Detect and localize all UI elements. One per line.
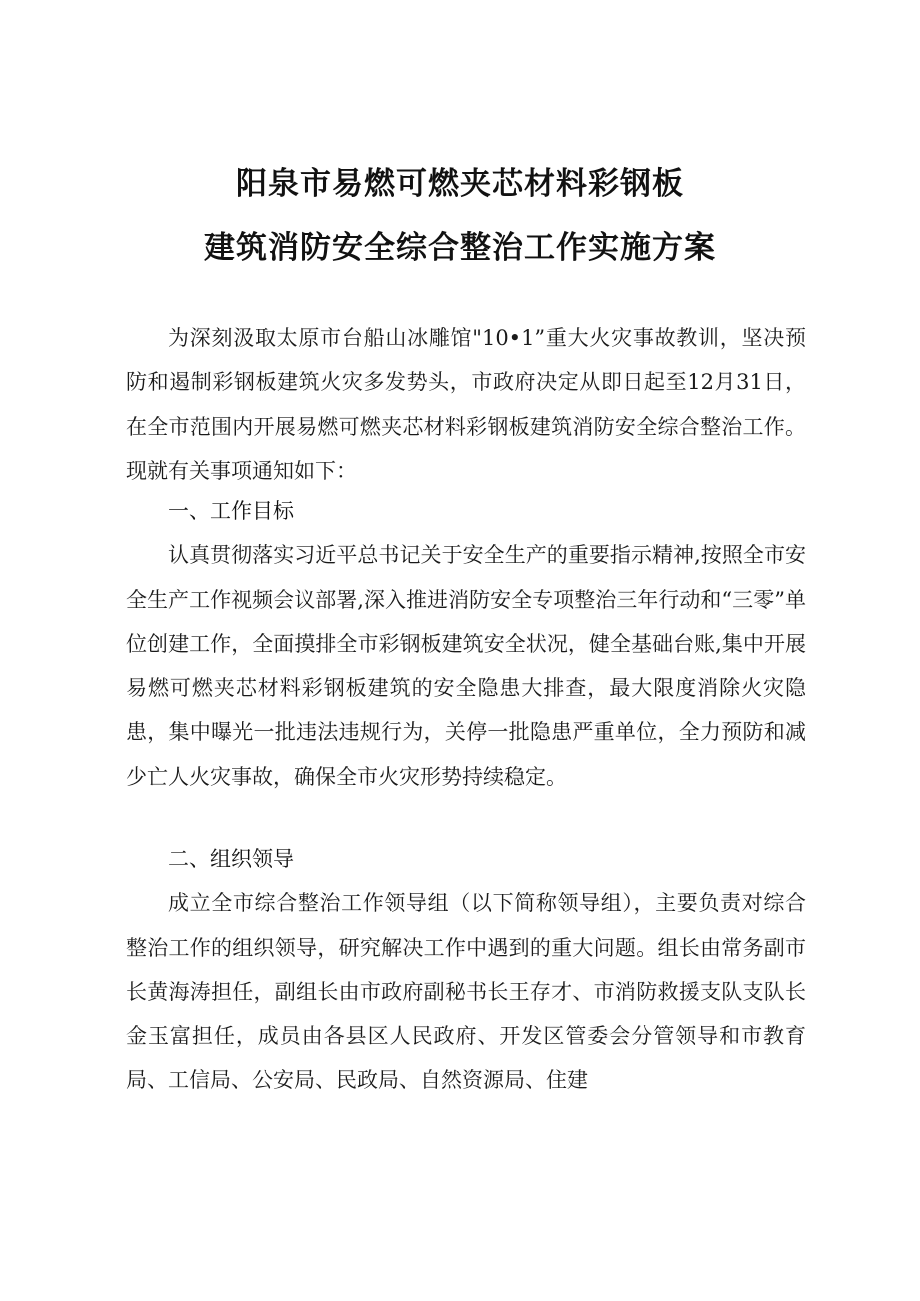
section-organization bbox=[126, 837, 806, 1103]
document-title-line-2: 建筑消防安全综合整治工作实施方案 bbox=[204, 230, 716, 266]
intro-paragraph: 为深刻汲取太原市台船山冰雕馆"10•1”重大火灾事故教训，坚决预防和遏制彩钢板建筑火灾多发势头，市政府决定从即日起至12月31日，在全市范围内开展易燃可燃夹芯材料彩钢板建筑消防安全综合整治工作。现就有关事项通知如下： bbox=[126, 326, 806, 483]
section-1-paragraph: 认真贯彻落实习近平总书记关于安全生产的重要指示精神,按照全市安全生产工作视频会议部署,深入推进消防安全专项整治三年行动和“三零”单位创建工作，全面摸排全市彩钢板建筑安全状况，健全基础台账,集中开展易燃可燃夹芯材料彩钢板建筑的安全隐患大排查，最大限度消除火灾隐患，集中曝光一批违法违规行为，关停一批隐患严重单位，全力预防和减少亡人火灾事故，确保全市火灾形势持续稳定。 bbox=[126, 543, 806, 789]
section-1-heading: 一、工作目标 bbox=[168, 499, 294, 523]
section-work-goals bbox=[126, 489, 806, 799]
document-title-line-1: 阳泉市易燃可燃夹芯材料彩钢板 bbox=[236, 166, 684, 202]
section-2-paragraph: 成立全市综合整治工作领导组（以下简称领导组），主要负责对综合整治工作的组织领导，研究解决工作中遇到的重大问题。组长由常务副市长黄海涛担任，副组长由市政府副秘书长王存才、市消防救援支队支队长金玉富担任，成员由各县区人民政府、开发区管委会分管领导和市教育局、工信局、公安局、民政局、自然资源局、住建 bbox=[126, 891, 806, 1093]
intro-section bbox=[126, 316, 806, 493]
section-2-heading: 二、组织领导 bbox=[168, 847, 294, 871]
